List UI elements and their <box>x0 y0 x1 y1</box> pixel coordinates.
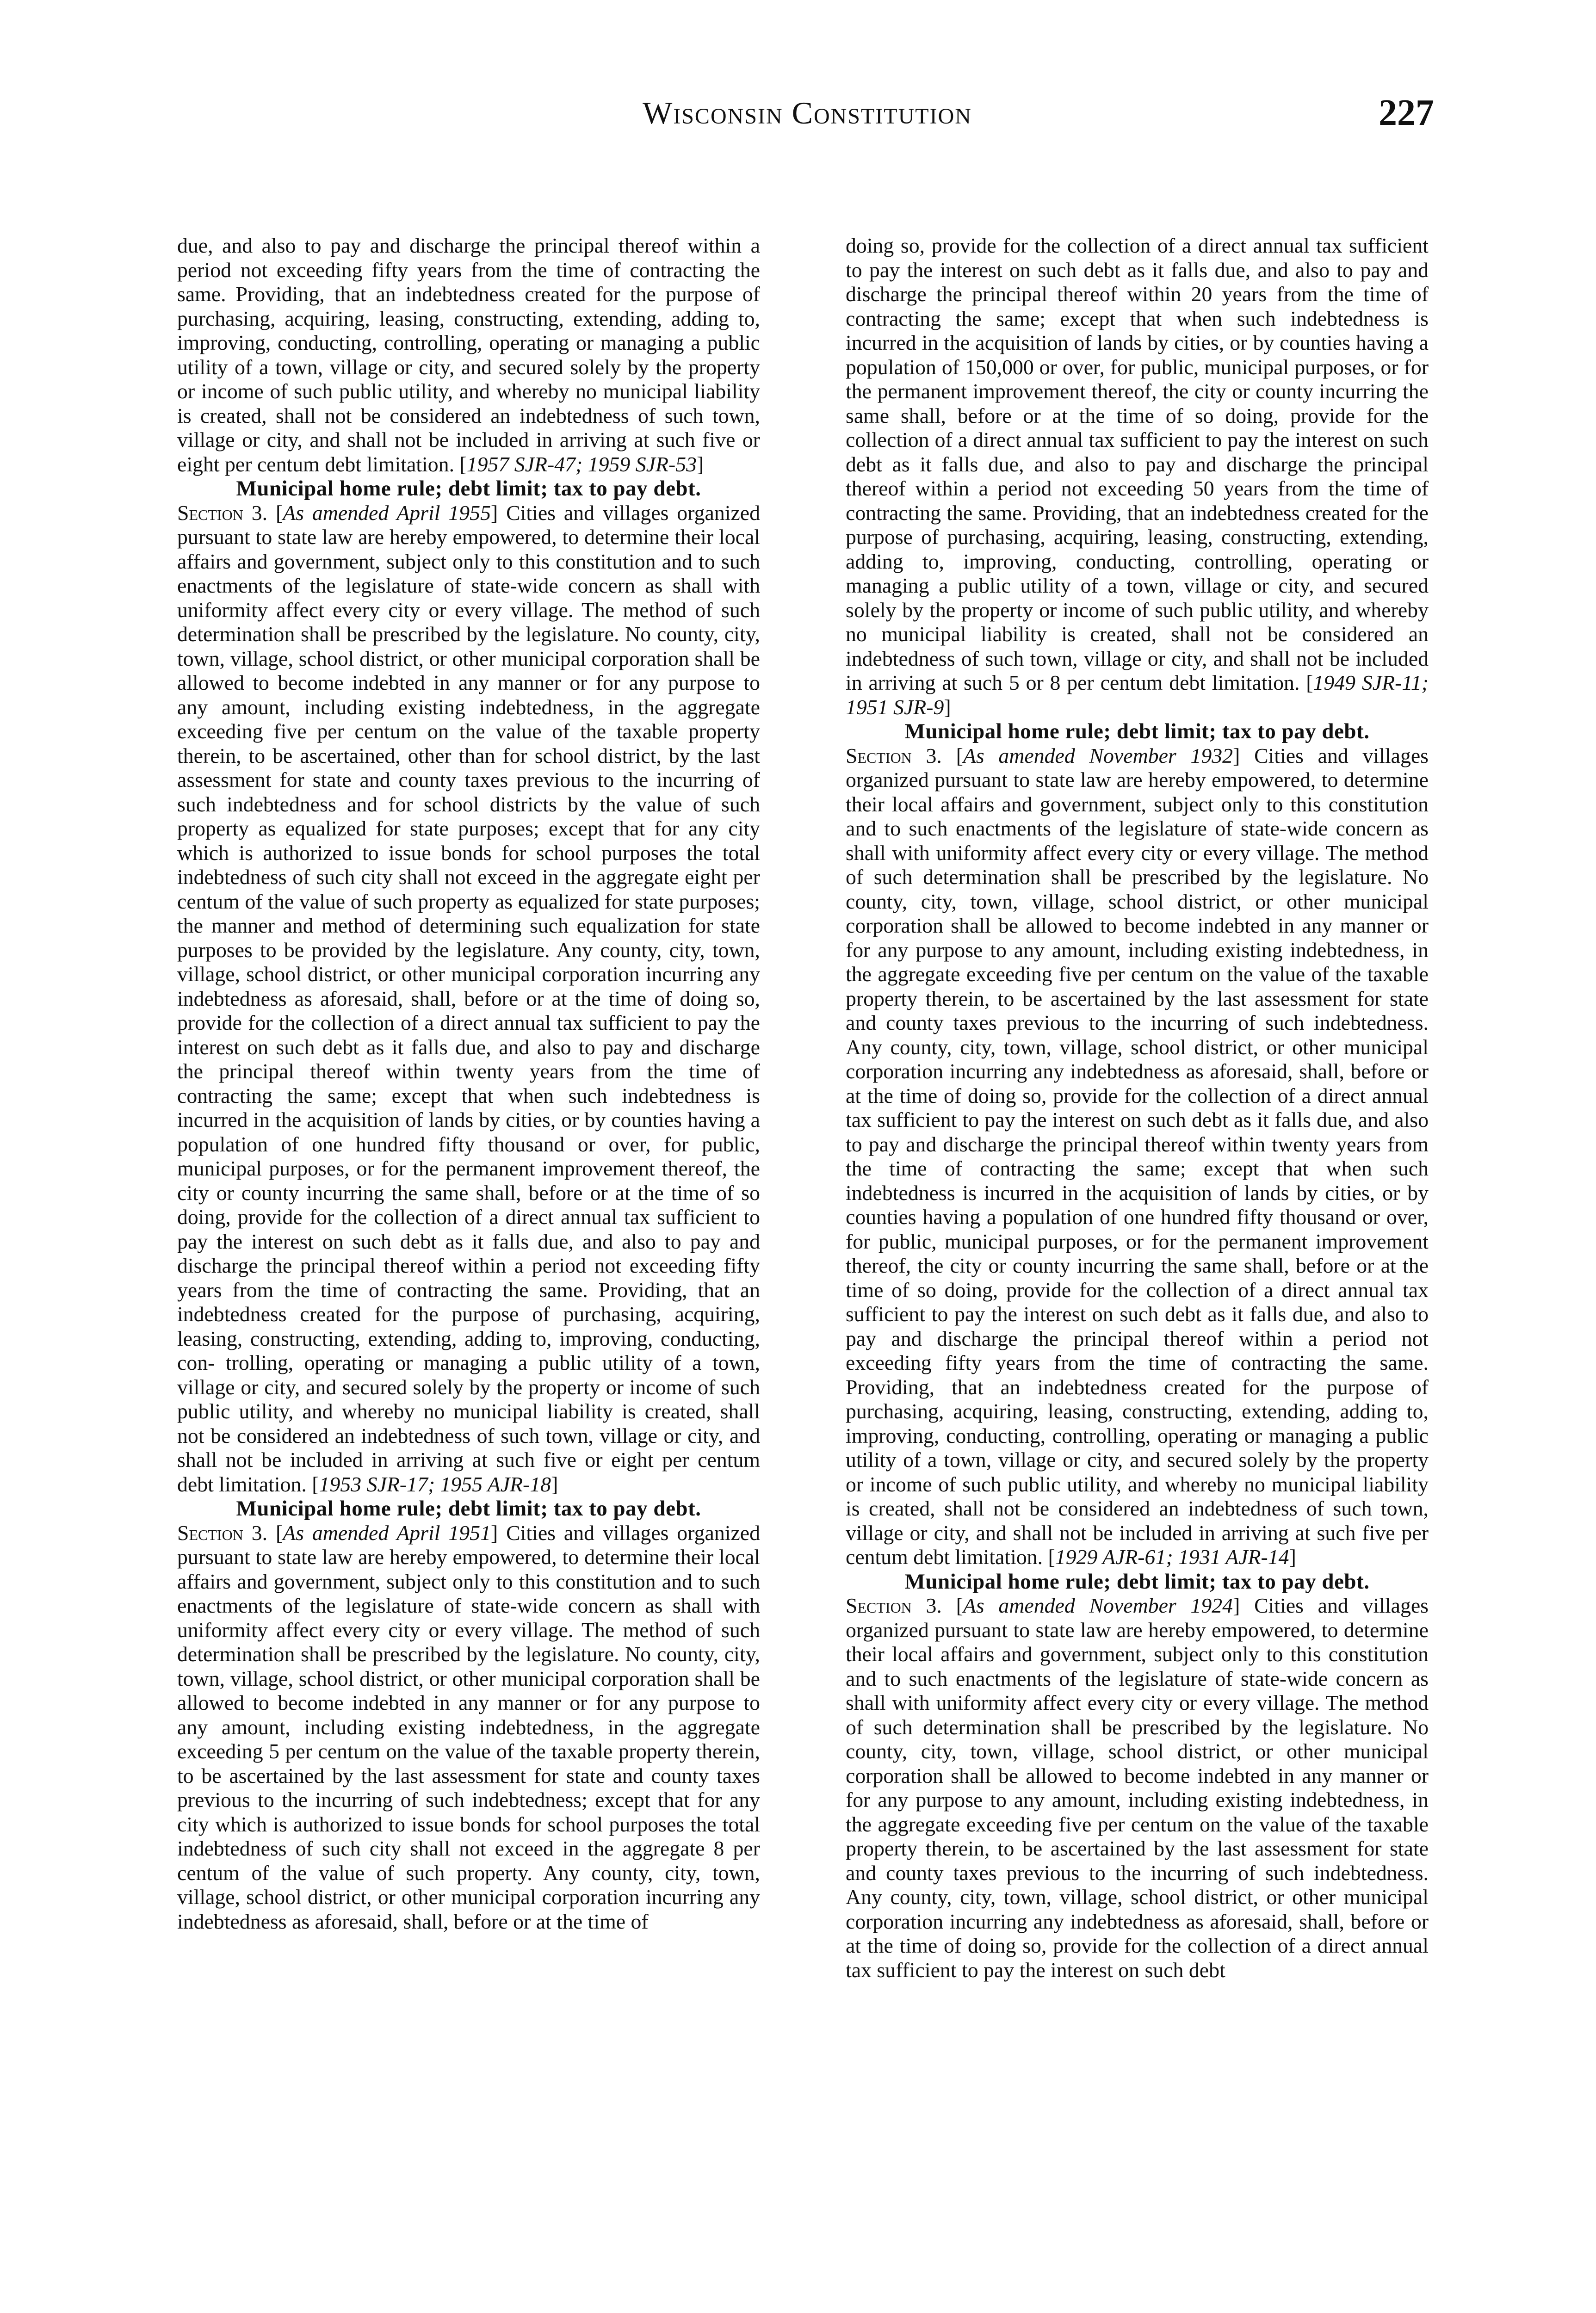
running-title: Wisconsin Constitution <box>643 95 972 130</box>
section-label: Section 3. <box>846 743 942 767</box>
section-body: Cities and villages organized pursuant to state law are hereby empowered, to determine their local affairs and government, subject only to this constitution and to such enactments of the legislature of state-wide concern as shall with uniformity affect every city or every village. The method of such determination shall be prescribed by the legislature. No county, city, town, village, school district, or other municipal corporation shall be allowed to become indebted in any manner or for any purpose to any amount, including existing indebtedness, in the aggregate exceeding five per centum on the value of the taxable property therein, to be ascertained by the last assessment for state and county taxes previous to the incurring of such indebtedness. Any county, city, town, village, school district, or other municipal corporation incurring any indebtedness as aforesaid, shall, before or at the time of doing so, provide for the collection of a direct annual tax sufficient to pay the interest on such debt as it falls due, and also to pay and discharge the principal thereof within twenty years from the time of contracting the same; except that when such indebtedness is incurred in the acquisition of lands by cities, or by counties having a population of one hundred fifty thousand or over, for public, municipal purposes, or for the permanent improvement thereof, the city or county incurring the same shall, before or at the time of so doing, provide for the collection of a direct annual tax sufficient to pay the interest on such debt as it falls due, and also to pay and discharge the principal thereof within a period not exceeding fifty years from the time of contracting the same. Providing, that an indebtedness created for the purpose of purchasing, acquiring, leasing, constructing, extending, adding to, improving, conducting, controlling, operating or managing a public utility of a town, village or city, and secured solely by the property or income of such public utility, and whereby no municipal liability is created, shall not be considered an indebtedness of such town, village or city, and shall not be included in arriving at such five per centum debt limitation. <box>846 743 1429 1569</box>
page-number: 227 <box>1379 93 1434 133</box>
section-heading: Municipal home rule; debt limit; tax to pay debt. <box>904 1569 1370 1594</box>
left-column <box>177 234 760 1934</box>
citation: 1929 AJR-61; 1931 AJR-14 <box>1055 1545 1289 1569</box>
section-paragraph: Section 3. [As amended November 1924] Cities and villages organized pursuant to state law are hereby empowered, to determine their local affairs and government, subject only to this constitution and to such enactments of the legislature of state-wide concern as shall with uniformity affect every city or every village. The method of such determination shall be prescribed by the legislature. No county, city, town, village, school district, or other municipal corporation shall be allowed to become indebted in any manner or for any purpose to any amount, including existing indebtedness, in the aggregate exceeding five per centum on the value of the taxable property therein, to be ascertained by the last assessment for state and county taxes previous to the incurring of such indebtedness. Any county, city, town, village, school district, or other municipal corporation incurring any indebtedness as aforesaid, shall, before or at the time of doing so, provide for the collection of a direct annual tax sufficient to pay the interest on such debt <box>846 1594 1429 1982</box>
section-body: Cities and villages organized pursuant to state law are hereby empowered, to determine their local affairs and government, subject only to this constitution and to such enactments of the legislature of state-wide concern as shall with uniformity affect every city or every village. The method of such determination shall be prescribed by the legislature. No county, city, town, village, school district, or other municipal corporation shall be allowed to become indebted in any manner or for any purpose to any amount, including existing indebtedness, in the aggregate exceeding five per centum on the value of the taxable property therein, to be ascertained, other than for school district, by the last assessment for state and county taxes previous to the incurring of such indebtedness and for school districts by the value of such property as equalized for state purposes; except that for any city which is authorized to issue bonds for school purposes the total indebtedness of such city shall not exceed in the aggregate eight per centum of the value of such property as equalized for state purposes; the manner and method of determining such equalization for state purposes to be provided by the legislature. Any county, city, town, village, school district, or other municipal corporation incurring any indebtedness as aforesaid, shall, before or at the time of doing so, provide for the collection of a direct annual tax sufficient to pay the interest on such debt as it falls due, and also to pay and discharge the principal thereof within twenty years from the time of contracting the same; except that when such indebtedness is incurred in the acquisition of lands by cities, or by counties having a population of one hundred fifty thousand or over, for public, municipal purposes, or for the permanent improvement thereof, the city or county incurring the same shall, before or at the time of so doing, provide for the collection of a direct annual tax sufficient to pay the interest on such debt as it falls due, and also to pay and discharge the principal thereof within a period not exceeding fifty years from the time of contracting the same. Providing, that an indebtedness created for the purpose of purchasing, acquiring, leasing, constructing, extending, adding to, improving, conducting, con- trolling, operating or managing a public utility of a town, village or city, and secured solely by the property or income of such public utility, and whereby no municipal liability is created, shall not be considered an indebtedness of such town, village or city, and shall not be included in arriving at such five or eight per centum debt limitation. <box>177 501 761 1496</box>
section-paragraph: Section 3. [As amended April 1951] Cities and villages organized pursuant to state law are hereby empowered, to determine their local affairs and government, subject only to this constitution and to such enactments of the legislature of state-wide concern as shall with uniformity affect every city or every village. The method of such determination shall be prescribed by the legislature. No county, city, town, village, school district, or other municipal corporation shall be allowed to become indebted in any manner or for any purpose to any amount, including existing indebtedness, in the aggregate exceeding 5 per centum on the value of the taxable property therein, to be ascertained by the last assessment for state and county taxes previous to the incurring of such indebtedness; except that for any city which is authorized to issue bonds for school purposes the total indebtedness of such city shall not exceed in the aggregate 8 per centum of the value of such property. Any county, city, town, village, school district, or other municipal corporation incurring any indebtedness as aforesaid, shall, before or at the time of <box>177 1521 761 1933</box>
section-heading: Municipal home rule; debt limit; tax to pay debt. <box>236 476 701 501</box>
paragraph-text: due, and also to pay and discharge the principal thereof within a period not exceeding fifty years from the time of contracting the same. Providing, that an indebtedness created for the purpose of purchasing, acquiring, leasing, constructing, extending, adding to, improving, conducting, controlling, operating or managing a public utility of a town, village or city, and secured solely by the property or income of such public utility, and whereby no municipal liability is created, shall not be considered an indebtedness of such town, village or city, and shall not be included in arriving at such five or eight per centum debt limitation. <box>177 234 760 476</box>
section-paragraph: Section 3. [As amended April 1955] Cities and villages organized pursuant to state law are hereby empowered, to determine their local affairs and government, subject only to this constitution and to such enactments of the legislature of state-wide concern as shall with uniformity affect every city or every village. The method of such determination shall be prescribed by the legislature. No county, city, town, village, school district, or other municipal corporation shall be allowed to become indebted in any manner or for any purpose to any amount, including existing indebtedness, in the aggregate exceeding five per centum on the value of the taxable property therein, to be ascertained, other than for school district, by the last assessment for state and county taxes previous to the incurring of such indebtedness and for school districts by the value of such property as equalized for state purposes; except that for any city which is authorized to issue bonds for school purposes the total indebtedness of such city shall not exceed in the aggregate eight per centum of the value of such property as equalized for state purposes; the manner and method of determining such equalization for state purposes to be provided by the legislature. Any county, city, town, village, school district, or other municipal corporation incurring any indebtedness as aforesaid, shall, before or at the time of doing so, provide for the collection of a direct annual tax sufficient to pay the interest on such debt as it falls due, and also to pay and discharge the principal thereof within twenty years from the time of contracting the same; except that when such indebtedness is incurred in the acquisition of lands by cities, or by counties having a population of one hundred fifty thousand or over, for public, municipal purposes, or for the permanent improvement thereof, the city or county incurring the same shall, before or at the time of so doing, provide for the collection of a direct annual tax sufficient to pay the interest on such debt as it falls due, and also to pay and discharge the principal thereof within a period not exceeding fifty years from the time of contracting the same. Providing, that an indebtedness created for the purpose of purchasing, acquiring, leasing, constructing, extending, adding to, improving, conducting, con- trolling, operating or managing a public utility of a town, village or city, and secured solely by the property or income of such public utility, and whereby no municipal liability is created, shall not be considered an indebtedness of such town, village or city, and shall not be included in arriving at such five or eight per centum debt limitation. [1953 SJR-17; 1955 AJR-18] <box>177 501 761 1496</box>
section-body: Cities and villages organized pursuant to state law are hereby empowered, to determine their local affairs and government, subject only to this constitution and to such enactments of the legislature of state-wide concern as shall with uniformity affect every city or every village. The method of such determination shall be prescribed by the legislature. No county, city, town, village, school district, or other municipal corporation shall be allowed to become indebted in any manner or for any purpose to any amount, including existing indebtedness, in the aggregate exceeding five per centum on the value of the taxable property therein, to be ascertained by the last assessment for state and county taxes previous to the incurring of such indebtedness. Any county, city, town, village, school district, or other municipal corporation incurring any indebtedness as aforesaid, shall, before or at the time of doing so, provide for the collection of a direct annual tax sufficient to pay the interest on such debt <box>846 1594 1429 1982</box>
amendment-note: As amended November 1924 <box>963 1594 1233 1617</box>
section-body: Cities and villages organized pursuant to state law are hereby empowered, to determine their local affairs and government, subject only to this constitution and to such enactments of the legislature of state-wide concern as shall with uniformity affect every city or every village. The method of such determination shall be prescribed by the legislature. No county, city, town, village, school district, or other municipal corporation shall be allowed to become indebted in any manner or for any purpose to any amount, including existing indebtedness, in the aggregate exceeding 5 per centum on the value of the taxable property therein, to be ascertained by the last assessment for state and county taxes previous to the incurring of such indebtedness; except that for any city which is authorized to issue bonds for school purposes the total indebtedness of such city shall not exceed in the aggregate 8 per centum of the value of such property. Any county, city, town, village, school district, or other municipal corporation incurring any indebtedness as aforesaid, shall, before or at the time of <box>177 1521 761 1933</box>
citation: 1957 SJR-47; 1959 SJR-53 <box>466 452 697 476</box>
paragraph-text: doing so, provide for the collection of a direct annual tax sufficient to pay the interest on such debt as it falls due, and also to pay and discharge the principal thereof within 20 years from the time of contracting the same; except that when such indebtedness is incurred in the acquisition of lands by cities, or by counties having a population of 150,000 or over, for public, municipal purposes, or for the permanent improvement thereof, the city or county incurring the same shall, before or at the time of so doing, provide for the collection of a direct annual tax sufficient to pay the interest on such debt as it falls due, and also to pay and discharge the principal thereof within a period not exceeding 50 years from the time of contracting the same. Providing, that an indebtedness created for the purpose of purchasing, acquiring, leasing, constructing, extending, adding to, improving, conducting, controlling, operating or managing a public utility of a town, village or city, and secured solely by the property or income of such public utility, and whereby no municipal liability is created, shall not be considered an indebtedness of such town, village or city, and shall not be included in arriving at such 5 or 8 per centum debt limitation. <box>846 234 1429 694</box>
citation: 1953 SJR-17; 1955 AJR-18 <box>319 1472 551 1496</box>
section-label: Section 3. <box>177 1521 268 1545</box>
right-column <box>846 234 1429 1982</box>
section-heading: Municipal home rule; debt limit; tax to pay debt. <box>236 1497 701 1521</box>
amendment-note: As amended April 1951 <box>283 1521 491 1545</box>
section-label: Section 3. <box>846 1594 942 1617</box>
citation: 1949 SJR-11; 1951 SJR-9 <box>846 671 1429 719</box>
section-paragraph: Section 3. [As amended November 1932] Cities and villages organized pursuant to state law are hereby empowered, to determine their local affairs and government, subject only to this constitution and to such enactments of the legislature of state-wide concern as shall with uniformity affect every city or every village. The method of such determination shall be prescribed by the legislature. No county, city, town, village, school district, or other municipal corporation shall be allowed to become indebted in any manner or for any purpose to any amount, including existing indebtedness, in the aggregate exceeding five per centum on the value of the taxable property therein, to be ascertained by the last assessment for state and county taxes previous to the incurring of such indebtedness. Any county, city, town, village, school district, or other municipal corporation incurring any indebtedness as aforesaid, shall, before or at the time of doing so, provide for the collection of a direct annual tax sufficient to pay the interest on such debt as it falls due, and also to pay and discharge the principal thereof within twenty years from the time of contracting the same; except that when such indebtedness is incurred in the acquisition of lands by cities, or by counties having a population of one hundred fifty thousand or over, for public, municipal purposes, or for the permanent improvement thereof, the city or county incurring the same shall, before or at the time of so doing, provide for the collection of a direct annual tax sufficient to pay the interest on such debt as it falls due, and also to pay and discharge the principal thereof within a period not exceeding fifty years from the time of contracting the same. Providing, that an indebtedness created for the purpose of purchasing, acquiring, leasing, constructing, extending, adding to, improving, conducting, controlling, operating or managing a public utility of a town, village or city, and secured solely by the property or income of such public utility, and whereby no municipal liability is created, shall not be considered an indebtedness of such town, village or city, and shall not be included in arriving at such five per centum debt limitation. [1929 AJR-61; 1931 AJR-14] <box>846 743 1429 1569</box>
amendment-note: As amended November 1932 <box>963 743 1233 767</box>
continuation-paragraph: doing so, provide for the collection of a direct annual tax sufficient to pay the interest on such debt as it falls due, and also to pay and discharge the principal thereof within 20 years from the time of contracting the same; except that when such indebtedness is incurred in the acquisition of lands by cities, or by counties having a population of 150,000 or over, for public, municipal purposes, or for the permanent improvement thereof, the city or county incurring the same shall, before or at the time of so doing, provide for the collection of a direct annual tax sufficient to pay the interest on such debt as it falls due, and also to pay and discharge the principal thereof within a period not exceeding 50 years from the time of contracting the same. Providing, that an indebtedness created for the purpose of purchasing, acquiring, leasing, constructing, extending, adding to, improving, conducting, controlling, operating or managing a public utility of a town, village or city, and secured solely by the property or income of such public utility, and whereby no municipal liability is created, shall not be considered an indebtedness of such town, village or city, and shall not be included in arriving at such 5 or 8 per centum debt limitation. [1949 SJR-11; 1951 SJR-9] <box>846 234 1429 719</box>
continuation-paragraph: due, and also to pay and discharge the principal thereof within a period not exceeding fifty years from the time of contracting the same. Providing, that an indebtedness created for the purpose of purchasing, acquiring, leasing, constructing, extending, adding to, improving, conducting, controlling, operating or managing a public utility of a town, village or city, and secured solely by the property or income of such public utility, and whereby no municipal liability is created, shall not be considered an indebtedness of such town, village or city, and shall not be included in arriving at such five or eight per centum debt limitation. [1957 SJR-47; 1959 SJR-53] <box>177 234 760 476</box>
running-head <box>180 95 1434 146</box>
amendment-note: As amended April 1955 <box>283 501 491 525</box>
section-heading: Municipal home rule; debt limit; tax to pay debt. <box>904 719 1370 743</box>
section-label: Section 3. <box>177 501 268 525</box>
